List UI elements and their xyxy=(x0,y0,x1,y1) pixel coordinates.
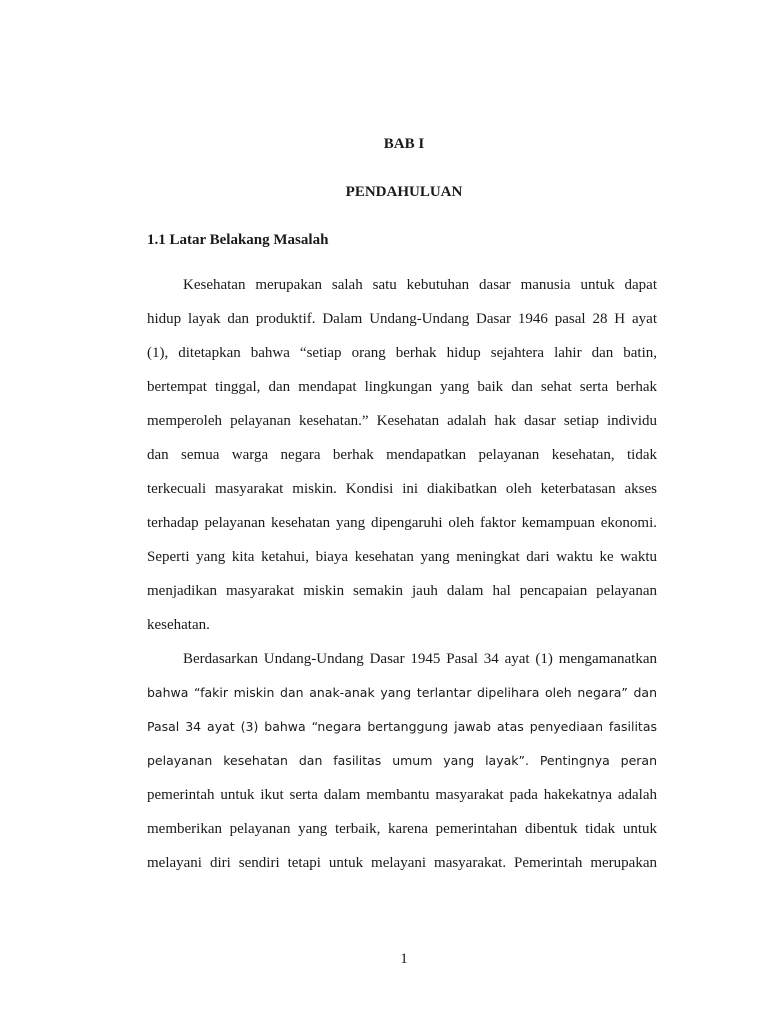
text-line: (1), ditetapkan bahwa “setiap orang berhak hidup sejahtera lahir dan batin, xyxy=(147,345,657,361)
paragraph-2 xyxy=(147,642,657,880)
text-line: Seperti yang kita ketahui, biaya kesehatan yang meningkat dari waktu ke waktu xyxy=(147,549,657,565)
text-line: kesehatan. xyxy=(147,617,210,633)
text-line-quote: Pasal 34 ayat (3) bahwa “negara bertanggung jawab atas penyediaan fasilitas xyxy=(147,719,657,734)
text-line: melayani diri sendiri tetapi untuk melayani masyarakat. Pemerintah merupakan xyxy=(147,855,657,871)
text-line: Kesehatan merupakan salah satu kebutuhan dasar manusia untuk dapat xyxy=(183,277,657,293)
text-line-quote: bahwa “fakir miskin dan anak-anak yang terlantar dipelihara oleh negara” dan xyxy=(147,685,657,700)
section-heading: 1.1 Latar Belakang Masalah xyxy=(147,232,329,248)
text-line: terkecuali masyarakat miskin. Kondisi ini diakibatkan oleh keterbatasan akses xyxy=(147,481,657,497)
chapter-title: PENDAHULUAN xyxy=(345,184,463,200)
page-number: 1 xyxy=(400,951,408,967)
text-line: memperoleh pelayanan kesehatan.” Kesehatan adalah hak dasar setiap individu xyxy=(147,413,657,429)
chapter-number: BAB I xyxy=(383,136,425,152)
text-line: dan semua warga negara berhak mendapatkan pelayanan kesehatan, tidak xyxy=(147,447,657,463)
text-line: menjadikan masyarakat miskin semakin jauh dalam hal pencapaian pelayanan xyxy=(147,583,657,599)
text-line: Berdasarkan Undang-Undang Dasar 1945 Pasal 34 ayat (1) mengamanatkan xyxy=(183,651,657,667)
text-line: pemerintah untuk ikut serta dalam membantu masyarakat pada hakekatnya adalah xyxy=(147,787,657,803)
paragraph-1 xyxy=(147,268,657,642)
body-text xyxy=(147,268,657,880)
text-line-quote: pelayanan kesehatan dan fasilitas umum yang layak”. Pentingnya peran xyxy=(147,753,657,768)
text-line: terhadap pelayanan kesehatan yang dipengaruhi oleh faktor kemampuan ekonomi. xyxy=(147,515,657,531)
text-line: hidup layak dan produktif. Dalam Undang-Undang Dasar 1946 pasal 28 H ayat xyxy=(147,311,657,327)
text-line: memberikan pelayanan yang terbaik, karena pemerintahan dibentuk tidak untuk xyxy=(147,821,657,837)
text-line: bertempat tinggal, dan mendapat lingkungan yang baik dan sehat serta berhak xyxy=(147,379,657,395)
